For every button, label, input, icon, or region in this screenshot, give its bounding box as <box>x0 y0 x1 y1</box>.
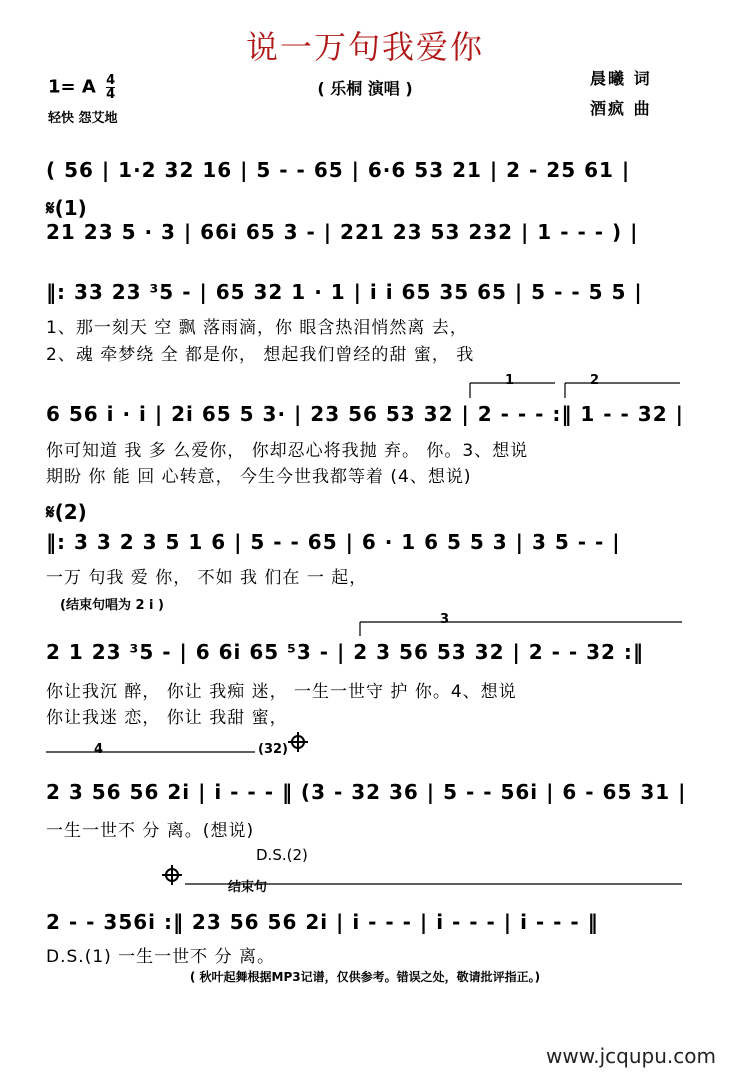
lyric-line-4a: 你可知道 我 多 么爱你， 你却忍心将我抛 弃。 你。3、想说 <box>46 441 529 461</box>
lyricist-credit: 晨曦 词 <box>590 69 652 88</box>
notation-line-2: 21 23 5 · 3 | 66i 65 3 - | 221 23 53 232 | 1 - - - ) | <box>46 220 639 244</box>
notation-line-8: 2 - - 356i :‖ 23 56 56 2i | i - - - | i - - - | i - - - ‖ <box>46 910 599 934</box>
lyric-line-3a: 1、那一刻天 空 飘 落雨滴，你 眼含热泪悄然离 去， <box>46 318 468 338</box>
volta-4-label: 4 <box>94 742 104 757</box>
volta-2-label: 2 <box>590 373 600 388</box>
composer-credit: 酒疯 曲 <box>590 99 652 118</box>
lyric-line-8a: D.S.(1) 一生一世不 分 离。 <box>46 947 275 967</box>
lyric-line-7a: 一生一世不 分 离。(想说) <box>46 821 255 841</box>
ds-2-label: D.S.(2) <box>256 846 308 864</box>
transcription-note: ( 秋叶起舞根据MP3记谱，仅供参考。错误之处，敬请批评指正。) <box>189 970 541 984</box>
notation-line-4: 6 56 i · i | 2i 65 5 3· | 23 56 53 32 | 2 - - - :‖ 1 - - 32 | <box>46 402 684 426</box>
ending-note: (结束句唱为 2 i ) <box>60 598 164 613</box>
notation-line-3: ‖: 33 23 ³5 - | 65 32 1 · 1 | i i 65 35 65 | 5 - - 5 5 | <box>46 280 643 304</box>
segno-icon-2: 𝄋(2) <box>46 500 87 524</box>
website-watermark: www.jcqupu.com <box>546 1044 716 1068</box>
paren-note: (32) <box>258 742 288 757</box>
ending-phrase-label: 结束句 <box>228 880 268 895</box>
volta-1-label: 1 <box>505 373 515 388</box>
lyric-line-6a: 你让我沉 醉， 你让 我痴 迷， 一生一世守 护 你。4、想说 <box>46 682 517 702</box>
singer-credit: ( 乐桐 演唱 ) <box>317 79 413 98</box>
song-title: 说一万句我爱你 <box>245 28 484 66</box>
lyric-line-4b: 期盼 你 能 回 心转意， 今生今世我都等着 (4、想说) <box>46 467 472 487</box>
lyric-line-5a: 一万 句我 爱 你， 不如 我 们在 一 起， <box>46 568 368 588</box>
coda-icon-2 <box>162 865 182 885</box>
notation-line-6: 2 1 23 ³5 - | 6 6i 65 ⁵3 - | 2 3 56 53 32 | 2 - - 32 :‖ <box>46 640 644 664</box>
time-bottom: 4 <box>106 87 116 102</box>
lyric-line-3b: 2、魂 牵梦绕 全 都是你， 想起我们曾经的甜 蜜， 我 <box>46 345 475 365</box>
notation-line-1: ( 56 | 1·2 32 16 | 5 - - 65 | 6·6 53 21 | 2 - 25 61 | <box>46 158 631 182</box>
tempo-marking: 轻快 怨艾地 <box>48 111 118 126</box>
segno-icon: 𝄋(1) <box>46 196 87 220</box>
notation-line-7: 2 3 56 56 2i | i - - - ‖ (3 - 32 36 | 5 - - 56i | 6 - 65 31 | <box>46 780 687 804</box>
coda-icon <box>288 732 308 752</box>
key-label: 1= A <box>48 76 96 98</box>
time-top: 4 <box>106 73 116 88</box>
lyric-line-6b: 你让我迷 恋， 你让 我甜 蜜， <box>46 708 288 728</box>
volta-3-label: 3 <box>440 612 450 627</box>
notation-line-5: ‖: 3 3 2 3 5 1 6 | 5 - - 65 | 6 · 1 6 5 5 3 | 3 5 - - | <box>46 530 621 554</box>
